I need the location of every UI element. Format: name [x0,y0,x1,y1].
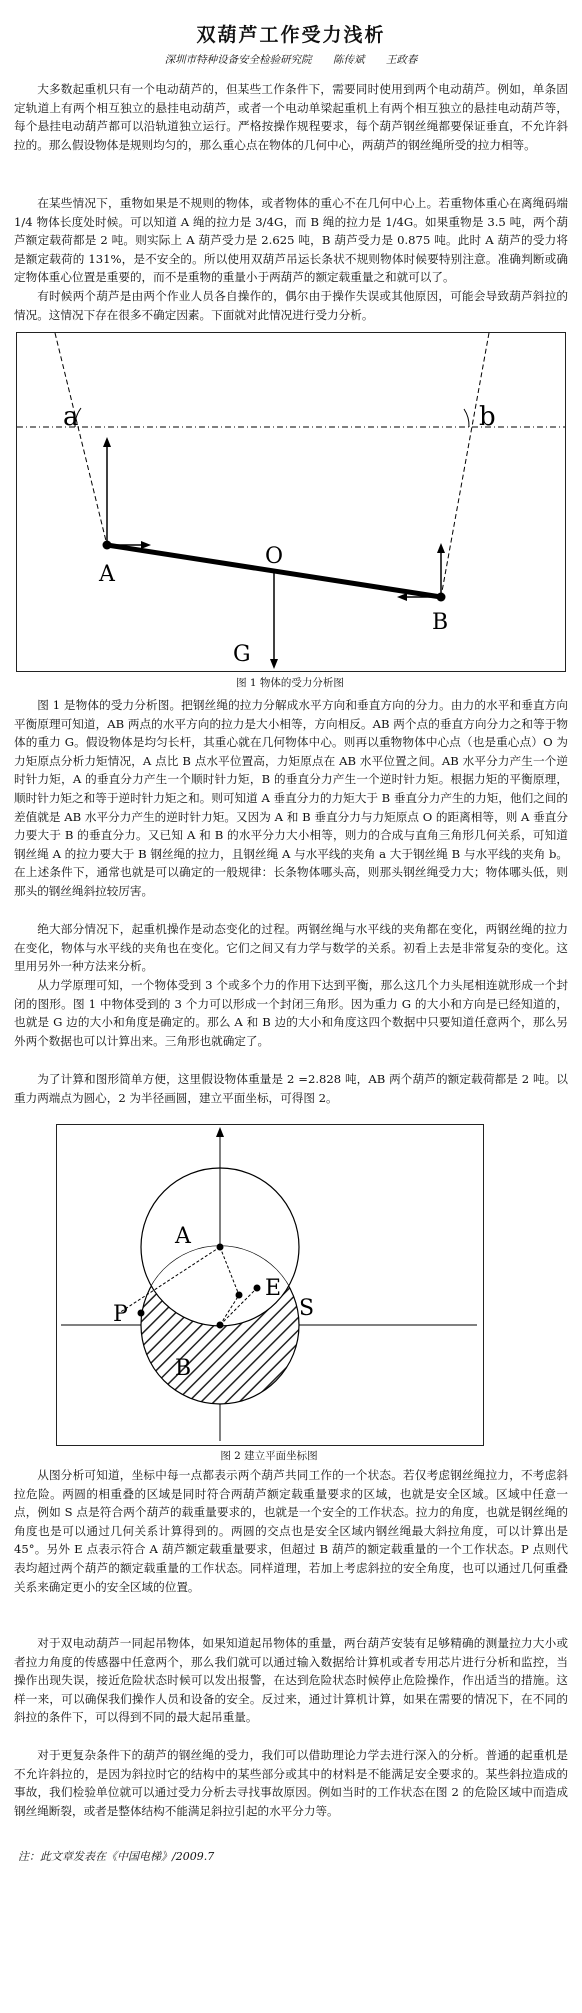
paragraph-irregular-load: 在某些情况下，重物如果是不规则的物体，或者物体的重心不在几何中心上。若重物体重心在离绳码端 1/4 物体长度处时候。可以知道 A 绳的拉力是 3/4G，而 B 绳的拉力是 1/4G。如果重物是 3.5 吨，两个葫芦额定载荷都是 2 吨。则实际上 A 葫芦受力是 2.625 吨，B 葫芦受力是 0.875 吨。此时 A 葫芦的受力将是额定载荷的 131%，是不安全的。所以使用双葫芦吊运长条状不规则物体时候要特别注意。准确判断或确定物体重心位置是重要的，而不是重物的重量小于两葫芦的额定载重量之和就可以了。 [14,196,568,285]
center-a-point [217,1244,224,1251]
point-s-label: S [299,1296,315,1321]
point-p-label: P [113,1302,128,1327]
article-title: 双葫芦工作受力浅析 [196,24,386,46]
gravity-g-label: G [233,642,251,667]
paragraph-monitoring: 对于双电动葫芦一同起吊物体，如果知道起吊物体的重量，两台葫芦安装有足够精确的测量拉力大小或者拉力角度的传感器中任意两个，那么我们就可以通过输入数据给计算机或者专用芯片进行分析和监控，当操作出现失误，接近危险状态时候可以发出报警，在达到危险状态时候停止危险操作，作出适当的措施。这样一来，可以确保我们操作人员和设备的安全。反过来，通过计算机计算，如果在需要的情况下，在不同的斜拉的条件下，可以得到不同的最大起吊重量。 [14,1636,568,1725]
paragraph-conclusion: 对于更复杂条件下的葫芦的钢丝绳的受力，我们可以借助理论力学去进行深入的分析。普通的起重机是不允许斜拉的，是因为斜拉时它的结构中的某些部分或其中的材料是不能满足安全要求的。某些斜拉造成的事故，我们检验单位就可以通过受力分析去寻找事故原因。例如当时的工作状态在图 2 的危险区域中而造成钢丝绳断裂，或者是整体结构不能满足斜拉引起的水平分力等。 [14,1748,568,1818]
figure-1 [16,332,566,672]
angle-b-label: b [479,402,496,432]
point-e [254,1285,261,1292]
figure-2-caption: 图 2 建立平面坐标图 [220,1450,318,1462]
rope-a-dashed-line [55,333,107,545]
angle-a-label: a [63,402,79,432]
author-name: 陈传斌 [333,54,365,66]
coordinate-diagram [57,1125,483,1445]
force-diagram [17,333,565,671]
point-s [236,1292,243,1299]
point-a-label: A [99,562,115,587]
affiliation: 深圳市特种设备安全检验研究院 [164,54,312,66]
circle-b-label: B [175,1356,192,1381]
angle-b-arc [464,409,469,427]
arrow-head-icon [216,1127,224,1137]
point-b-label: B [432,610,449,635]
arrow-head-icon [437,543,445,553]
paragraph-safe-region: 从图分析可知道，坐标中每一点都表示两个葫芦共同工作的一个状态。若仅考虑钢丝绳拉力，不考虑斜拉危险。两圆的相重叠的区域是同时符合两葫芦额定载重量要求的区域，也就是安全区域。区域中任意一点，例如 S 点是符合两个葫芦的载重量要求的，也就是一个安全的工作状态。拉力的角度，也就是钢丝绳的角度也是可以通过几何关系计算得到的。两圆的交点也是安全区域内钢丝绳最大斜拉角度，可以计算出是 45°。另外 E 点表示符合 A 葫芦额定载重量要求，但超过 B 葫芦的额定载重量的一个工作状态。P 点则代表均超过两个葫芦的额定载重量的工作状态。同样道理，若加上考虑斜拉的安全角度，也可以通过几何重叠关系来确定更小的安全区域的位置。 [14,1468,568,1594]
author-line [0,52,582,67]
figure-1-caption: 图 1 物体的受力分析图 [236,677,344,689]
paragraph-force-analysis: 图 1 是物体的受力分析图。把钢丝绳的拉力分解成水平方向和垂直方向的分力。由力的水平和垂直方向平衡原理可知道，AB 两点的水平方向的拉力是大小相等，方向相反。AB 两个点的垂直方向分力之和等于物体的重力 G。假设物体是均匀长杆，其重心就在几何物体中心。则再以重物物体中心点（也是重心点）O 为力矩原点分析力矩情况，A 点比 B 点水平位置高，力矩原点在 AB 水平位置之间。AB 水平分力产生一个逆时针力矩，A 的垂直分力产生一个顺时针力矩，B 的垂直分力产生一个逆时针力矩。根据力矩的平衡原理，顺时针力矩之和等于逆时针力矩之和。则可知道 A 垂直分力的力矩大于 B 垂直分力产生的力矩，他们之间的差值就是 AB 水平分力产生的逆时针力矩。又因为 A 和 B 垂直分力与力矩原点 O 的距离相等，则 A 垂直分力要大于 B 的垂直分力。又已知 A 和 B 的水平分力大小相等，则力的合成与直角三角形几何关系，可知道钢丝绳 A 的拉力要大于 B 钢丝绳的拉力，且钢丝绳 A 与水平线的夹角 a 大于钢丝绳 B 与水平线的夹角 b。在上述条件下，通常也就是可以确定的一般规律：长条物体哪头高，则那头钢丝绳受力大；物体哪头低，则那头的钢丝绳斜拉较厉害。 [14,698,568,898]
author-name: 王政春 [385,54,418,66]
arrow-head-icon [397,593,407,601]
paragraph-triangle: 从力学原理可知，一个物体受到 3 个或多个力的作用下达到平衡，那么这几个力头尾相连就形成一个封闭的图形。图 1 中物体受到的 3 个力可以形成一个封闭三角形。因为重力 G 的大小和方向是已经知道的，也就是 G 边的大小和角度是确定的。那么 A 和 B 边的大小和角度这四个数据中只要知道任意两个，那么另外两个数据也可以计算出来。三角形也就确定了。 [14,978,568,1048]
centroid-o-label: O [265,544,284,569]
publication-note: 注：此文章发表在《中国电梯》/2009.7 [18,1850,215,1863]
center-b-point [217,1322,224,1329]
circle-a-label: A [175,1224,191,1249]
point-p [138,1310,145,1317]
arrow-head-icon [141,541,151,549]
point-e-label: E [265,1276,282,1301]
paragraph-intro: 大多数起重机只有一个电动葫芦的，但某些工作条件下，需要同时使用到两个电动葫芦。例如，单条固定轨道上有两个相互独立的悬挂电动葫芦，或者一个电动单梁起重机上有两个相互独立的悬挂电动葫芦等，每个悬挂电动葫芦都可以沿轨道独立运行。严格按操作规程要求，每个葫芦钢丝绳都要保证垂直，不允许斜拉的。那么假设物体是规则均匀的，那么重心点在物体的几何中心，两葫芦的钢丝绳所受的拉力相等。 [14,82,568,152]
paragraph-assumption: 为了计算和图形简单方便，这里假设物体重量是 2 =2.828 吨，AB 两个葫芦的额定载荷都是 2 吨。以重力两端点为圆心，2 为半径画圆，建立平面坐标，可得图 2。 [14,1072,568,1105]
arrow-head-icon [103,437,111,447]
arrow-head-icon [270,659,278,669]
paragraph-operator-error: 有时候两个葫芦是由两个作业人员各自操作的，偶尔由于操作失误或其他原因，可能会导致葫芦斜拉的情况。这情况下存在很多不确定因素。下面就对此情况进行受力分析。 [14,289,568,322]
paragraph-dynamic: 绝大部分情况下，起重机操作是动态变化的过程。两钢丝绳与水平线的夹角都在变化，两钢丝绳的拉力在变化，物体与水平线的夹角也在变化。它们之间又有力学与数学的关系。初看上去是非常复杂的变化。这里用另外一种方法来分析。 [14,922,568,974]
rope-b-dashed-line [441,333,489,597]
figure-2 [56,1124,484,1446]
